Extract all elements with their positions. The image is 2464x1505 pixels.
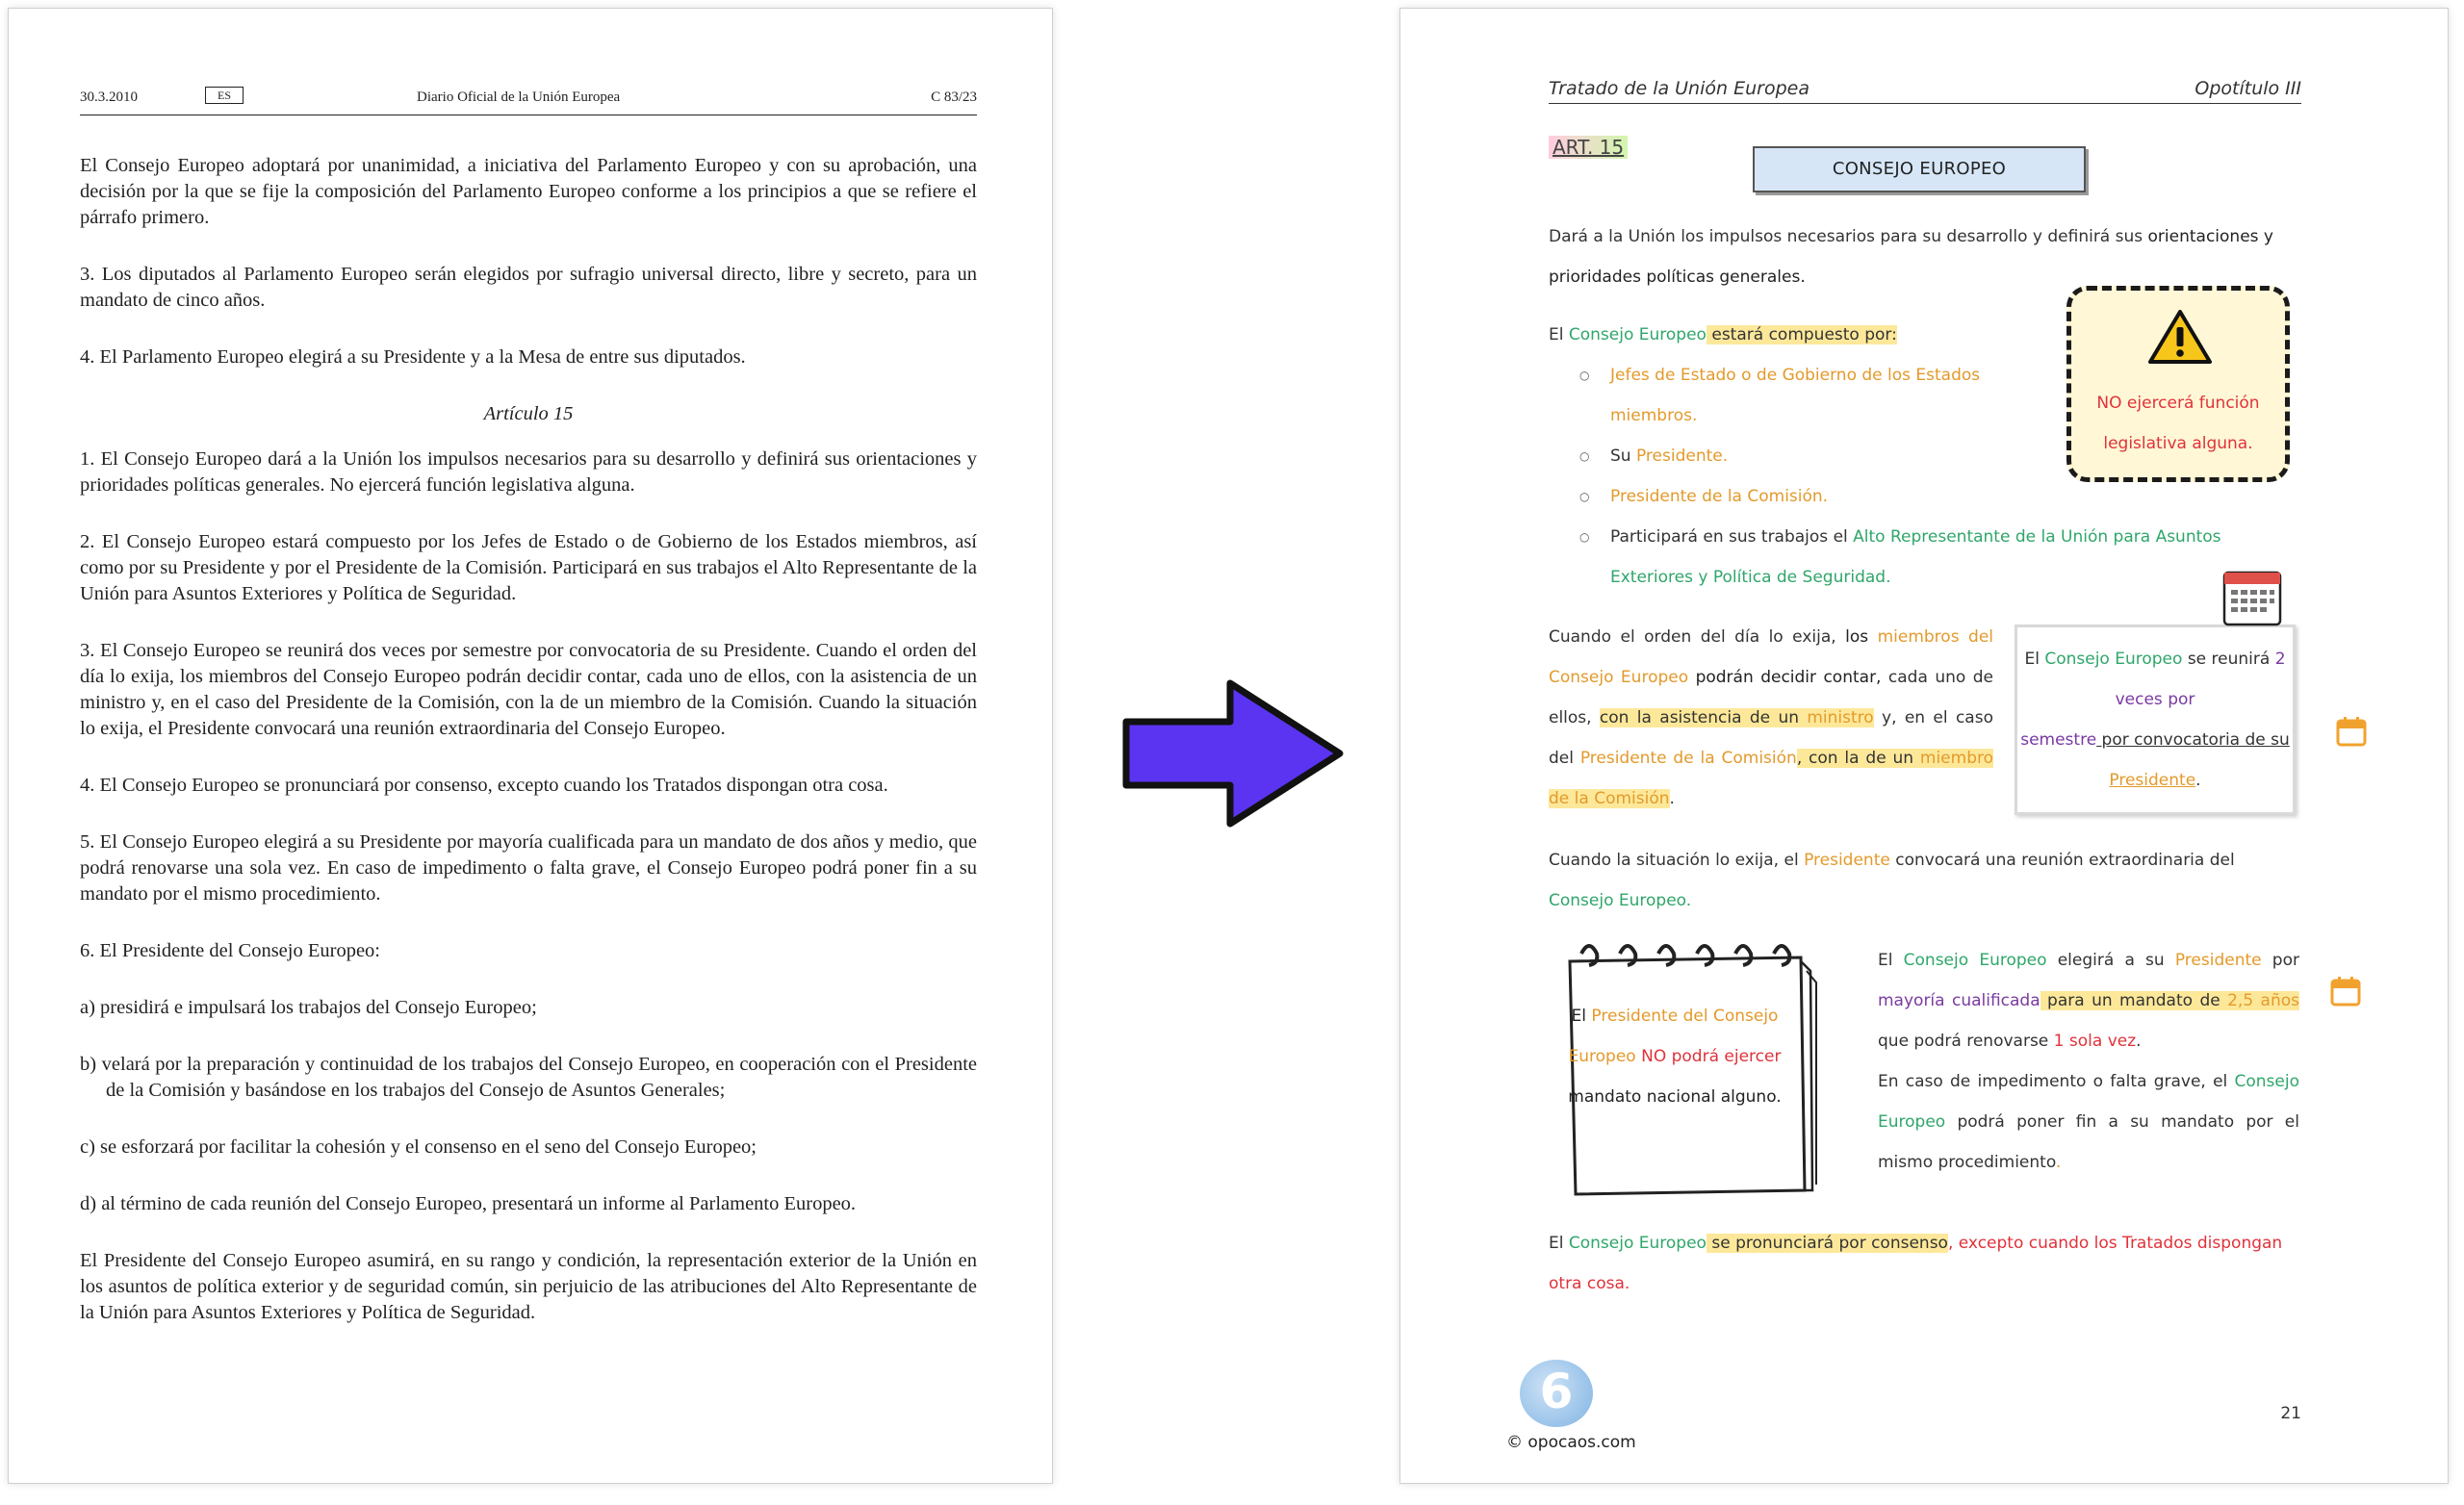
text: .: [2195, 771, 2201, 790]
highlight-term: Consejo Europeo: [2044, 650, 2183, 669]
text: mandato nacional alguno.: [1568, 1087, 1782, 1107]
meeting-frequency-box: [2015, 625, 2296, 815]
warning-text: NO ejercerá función legislativa alguna.: [2096, 394, 2260, 453]
text: Participará en sus trabajos el: [1610, 527, 1854, 547]
highlight-term: miembros del Consejo Europeo: [1549, 627, 1994, 687]
intro-emphasis: orientaciones y prioridades políticas generales.: [1549, 227, 2273, 287]
text: y, en el caso del: [1549, 708, 1993, 768]
paragraph: 4. El Parlamento Europeo elegirá a su Presidente y a la Mesa de entre sus diputados.: [80, 346, 746, 368]
text: El: [1571, 1007, 1592, 1026]
text: .: [2055, 1153, 2062, 1172]
section-title: CONSEJO EUROPEO: [1753, 146, 2086, 192]
election-paragraph: [1878, 940, 2299, 1183]
text: los: [1845, 627, 1878, 647]
highlight-term: mayoría cualificada: [1878, 991, 2040, 1010]
page-number: 21: [2280, 1404, 2301, 1423]
highlight-term: Presidente del Consejo Europeo: [1568, 1007, 1779, 1066]
highlight-term: Presidente.: [1635, 446, 1729, 466]
logo-glyph: 6: [1539, 1364, 1574, 1419]
text: Su: [1610, 446, 1636, 466]
text: cada uno de ellos,: [1549, 668, 1993, 727]
paragraph: 1. El Consejo Europeo dará a la Unión los impulsos necesarios para su desarrollo y definirá sus orientaciones y prioridades políticas generales. No ejercerá función legislativa alguna.: [80, 448, 977, 496]
list-item: a) presidirá e impulsará los trabajos del Consejo Europeo;: [80, 997, 537, 1018]
paragraph: 3. El Consejo Europeo se reunirá dos veces por semestre por convocatoria de su Presidente. Cuando el orden del día lo exija, los miembros del Consejo Europeo podrán decidir contar, cada uno de ellos, con la asistencia de un ministro y, en el caso del Presidente de la Comisión, con la de un miembro de la Comisión. Cuando la situación lo exija, el Presidente convocará una reunión extraordinaria del Consejo Europeo.: [80, 640, 977, 739]
arrow-right-icon: [1116, 672, 1357, 835]
highlight-term: 2,5 años: [2227, 991, 2299, 1010]
text: El: [1549, 325, 1569, 344]
agenda-paragraph: [1549, 617, 1993, 819]
notes-header-title: Tratado de la Unión Europea: [1549, 78, 1810, 99]
highlight-text: estará compuesto por:: [1706, 325, 1897, 344]
calendar-icon: [2220, 565, 2284, 628]
highlight-text: se pronunciará por consenso: [1706, 1234, 1948, 1253]
highlight-text: para un mandato de: [2040, 991, 2228, 1010]
warning-icon: [2146, 308, 2214, 366]
highlight-term: miembro de la Comisión: [1549, 749, 1994, 808]
warning-box: [2066, 286, 2290, 482]
language-badge: ES: [205, 87, 244, 104]
list-item: c) se esforzará por facilitar la cohesión y el consenso en el seno del Consejo Europeo;: [80, 1136, 757, 1158]
consensus-paragraph: [1549, 1223, 2299, 1304]
text: Cuando la situación lo exija, el: [1549, 851, 1805, 870]
highlight-text: , con la de un: [1796, 749, 1920, 768]
list-item: d) al término de cada reunión del Consejo Europeo, presentará un informe al Parlamento Europeo.: [80, 1193, 857, 1214]
journal-page-ref: C 83/23: [931, 89, 977, 105]
text: El: [2024, 650, 2045, 669]
extraordinary-meeting-paragraph: [1549, 840, 2299, 921]
text: .: [2136, 1032, 2142, 1051]
article-heading: Artículo 15: [483, 403, 574, 424]
text: podrá poner fin a su mandato por el mismo procedimiento: [1878, 1112, 2299, 1172]
paragraph: El Consejo Europeo adoptará por unanimidad, a iniciativa del Parlamento Europeo y con su aprobación, una decisión por la que se fije la composición del Parlamento Europeo conforme a los principios a que se refiere el párrafo primero.: [80, 155, 977, 228]
opocaos-logo: [1506, 1360, 1636, 1456]
paragraph: 6. El Presidente del Consejo Europeo:: [80, 940, 380, 961]
calendar-icon: [2329, 975, 2362, 1008]
text: El: [1878, 951, 1904, 970]
highlight-term: 2 veces: [2115, 650, 2286, 709]
text: convocará una reunión extraordinaria del: [1889, 851, 2235, 870]
highlight-term: ministro: [1807, 708, 1874, 727]
highlight-text: NO podrá ejercer: [1635, 1047, 1782, 1066]
notes-header-section: Opotítulo III: [2194, 78, 2301, 99]
text: podrán decidir contar,: [1688, 668, 1882, 687]
highlight-term: semestre: [2020, 730, 2097, 750]
calendar-icon: [2335, 715, 2368, 748]
highlight-term: Presidente: [2174, 951, 2262, 970]
journal-title: Diario Oficial de la Unión Europea: [417, 89, 621, 105]
highlight-term: Presidente: [1804, 851, 1890, 870]
journal-header: [80, 84, 977, 115]
highlight-term: Presidente de la Comisión: [1579, 749, 1797, 768]
list-item: ○ Jefes de Estado o de Gobierno de los Estados miembros.: [1549, 355, 2049, 436]
text: .: [1669, 789, 1675, 808]
text: por: [2162, 690, 2195, 709]
intro-text: Dará a la Unión los impulsos necesarios para su desarrollo y definirá sus: [1549, 227, 2148, 246]
text: elegirá a su: [2046, 951, 2175, 970]
list-item: [1549, 436, 2049, 476]
paragraph: 5. El Consejo Europeo elegirá a su Presidente por mayoría cualificada para un mandato de dos años y medio, que podrá renovarse una sola vez. En caso de impedimento o falta grave, el Consejo Europeo podrá poner fin a su mandato por el mismo procedimiento.: [80, 831, 977, 905]
text: se reunirá: [2182, 650, 2275, 669]
paragraph: 2. El Consejo Europeo estará compuesto por los Jefes de Estado o de Gobierno de los Estados miembros, así como por su Presidente y por el Presidente de la Comisión. Participará en sus trabajos el Alto Representante de la Unión para Asuntos Exteriores y Política de Seguridad.: [80, 531, 977, 604]
list-item: ○ Presidente de la Comisión.: [1549, 476, 2049, 517]
highlight-term: Alto Representante de la Unión para Asuntos Exteriores y Política de Seguridad.: [1610, 527, 2221, 587]
notes-header: [1549, 70, 2301, 104]
notepad-note: [1559, 996, 1790, 1117]
article-label: ART. 15: [1549, 136, 1628, 159]
text: En caso de impedimento o falta grave, el: [1878, 1072, 2235, 1091]
highlight-text: con la asistencia de un: [1599, 708, 1808, 727]
paragraph: El Presidente del Consejo Europeo asumirá, en su rango y condición, la representación exterior de la Unión en los asuntos de política exterior y de seguridad común, sin perjuicio de las atribuciones del Alto Representante de la Unión para Asuntos Exteriores y Política de Seguridad.: [80, 1250, 977, 1323]
text: por: [2261, 951, 2299, 970]
highlight-text: , excepto cuando los Tratados dispongan otra cosa.: [1549, 1234, 2283, 1293]
highlight-term: Consejo Europeo: [1568, 1234, 1707, 1253]
paragraph: 4. El Consejo Europeo se pronunciará por consenso, excepto cuando los Tratados dispongan otra cosa.: [80, 775, 888, 796]
list-item: [1549, 517, 2284, 598]
highlight-term: Consejo Europeo: [1903, 951, 2047, 970]
highlight-term: Consejo Europeo.: [1549, 891, 1692, 910]
highlight-term: Presidente: [2109, 771, 2196, 790]
study-notes-page: [1399, 8, 2449, 1484]
text: que podrá renovarse: [1878, 1032, 2054, 1051]
logo-text: © opocaos.com: [1506, 1433, 1636, 1452]
treaty-text: [80, 153, 977, 1357]
list-item: b) velará por la preparación y continuidad de los trabajos del Consejo Europeo, en cooperación con el Presidente de la Comisión y basándose en los trabajos del Consejo de Asuntos Generales;: [80, 1054, 977, 1101]
journal-date: 30.3.2010: [80, 89, 138, 105]
paragraph: 3. Los diputados al Parlamento Europeo serán elegidos por sufragio universal directo, libre y secreto, para un mandato de cinco años.: [80, 264, 977, 311]
composition-lead: [1549, 315, 2049, 355]
text: El: [1549, 1234, 1569, 1253]
highlight-term: Consejo Europeo: [1568, 325, 1707, 344]
highlight-term: Consejo Europeo: [1878, 1072, 2299, 1132]
text: por convocatoria de su: [2096, 730, 2290, 750]
original-treaty-page: [8, 8, 1053, 1484]
highlight-term: 1 sola vez: [2053, 1032, 2137, 1051]
text: Cuando el orden del día lo exija,: [1549, 627, 1846, 647]
